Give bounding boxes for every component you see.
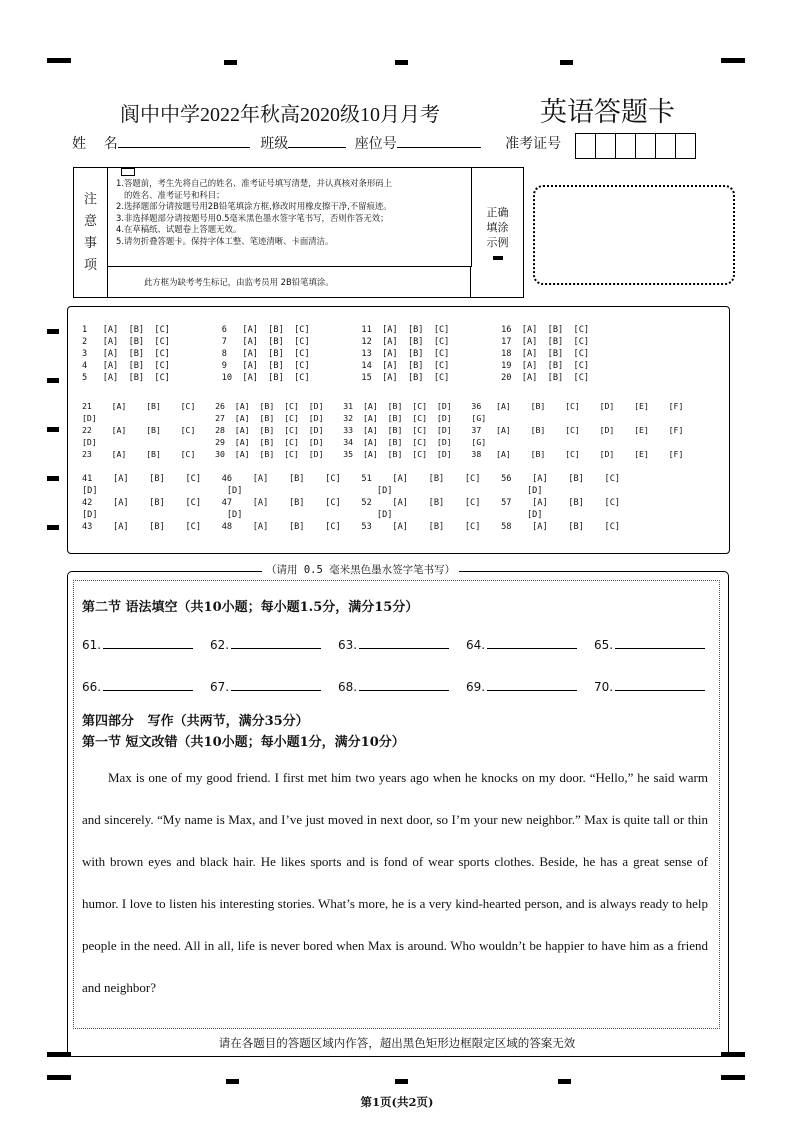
timing-mark	[721, 1075, 745, 1080]
mc-row[interactable]: 22 [A] [B] [C] 28 [A] [B] [C] [D] 33 [A] [B] [C] [D] 37 [A] [B] [C] [D] [E] [F]	[82, 425, 684, 435]
exam-id-digit-box[interactable]	[675, 133, 696, 159]
answer-sheet-title: 英语答题卡	[540, 97, 675, 128]
filled-example-mark	[493, 256, 503, 260]
timing-mark	[395, 60, 408, 65]
error-correction-passage[interactable]	[82, 757, 708, 1009]
exam-id-digit-box[interactable]	[655, 133, 676, 159]
timing-mark	[226, 1079, 239, 1084]
class-label: 班级	[260, 136, 289, 152]
timing-mark	[558, 1079, 571, 1084]
class-field[interactable]	[288, 133, 346, 148]
exam-id-digit-box[interactable]	[635, 133, 656, 159]
exam-title: 阆中中学2022年秋高2020级10月月考	[120, 104, 440, 126]
notice-box	[73, 167, 524, 298]
part4-title: 第四部分 写作（共两节，满分35分）	[82, 714, 309, 729]
answer-blank[interactable]	[487, 638, 577, 649]
fill-item-64[interactable]: 64.	[466, 638, 577, 652]
answer-blank[interactable]	[487, 680, 577, 691]
answer-blank[interactable]	[615, 680, 705, 691]
fill-item-63[interactable]: 63.	[338, 638, 449, 652]
pen-instruction: （请用 0.5 毫米黑色墨水签字笔书写）	[262, 562, 459, 577]
notice-label: 注 意 事 项	[74, 168, 108, 297]
notice-item: 2.选择题部分请按题号用2B铅笔填涂方框,修改时用橡皮擦干净,不留痕迹。	[116, 201, 392, 212]
fill-example: 正确 填涂 示例	[472, 168, 523, 297]
fill-item-62[interactable]: 62.	[210, 638, 321, 652]
notice-item: 5.请勿折叠答题卡。保持字体工整、笔迹清晰、卡面清洁。	[116, 235, 334, 246]
notice-item: 1.答题前，考生先将自己的姓名、准考证号填写清楚，并认真核对条形码上	[116, 178, 392, 188]
fill-item-61[interactable]: 61.	[82, 638, 193, 652]
timing-mark	[47, 525, 59, 530]
mc-row[interactable]: 42 [A] [B] [C] 47 [A] [B] [C] 52 [A] [B] [C] 57 [A] [B] [C]	[82, 498, 621, 508]
timing-mark	[395, 1079, 408, 1084]
fill-item-70[interactable]: 70.	[594, 680, 705, 694]
seat-field[interactable]	[397, 133, 481, 148]
timing-mark	[47, 1075, 71, 1080]
name-field[interactable]	[118, 133, 250, 148]
notice-item: 的姓名、准考证号和科目；	[116, 189, 225, 200]
mc-row[interactable]: 43 [A] [B] [C] 48 [A] [B] [C] 53 [A] [B] [C] 58 [A] [B] [C]	[82, 522, 621, 532]
answer-blank[interactable]	[359, 680, 449, 691]
exam-id-digit-box[interactable]	[575, 133, 596, 159]
mc-row[interactable]: 41 [A] [B] [C] 46 [A] [B] [C] 51 [A] [B] [C] 56 [A] [B] [C]	[82, 474, 621, 484]
barcode-sticker-area	[533, 185, 735, 285]
timing-mark	[47, 378, 59, 383]
fill-item-69[interactable]: 69.	[466, 680, 577, 694]
answer-blank[interactable]	[615, 638, 705, 649]
fill-item-67[interactable]: 67.	[210, 680, 321, 694]
exam-id-digit-box[interactable]	[595, 133, 616, 159]
mc-row[interactable]: 21 [A] [B] [C] 26 [A] [B] [C] [D] 31 [A] [B] [C] [D] 36 [A] [B] [C] [D] [E] [F]	[82, 401, 684, 411]
answer-area-warning: 请在各题目的答题区域内作答，超出黑色矩形边框限定区域的答案无效	[218, 1036, 576, 1050]
mc-row[interactable]: 2 [A] [B] [C] 7 [A] [B] [C] 12 [A] [B] [C] 17 [A] [B] [C]	[82, 337, 590, 347]
page-number: 第1页(共2页)	[360, 1095, 434, 1109]
timing-mark	[47, 329, 59, 334]
mc-row[interactable]: 5 [A] [B] [C] 10 [A] [B] [C] 15 [A] [B] [C] 20 [A] [B] [C]	[82, 373, 590, 383]
mc-row[interactable]: [D] [D] [D] [D]	[82, 486, 543, 496]
fill-item-68[interactable]: 68.	[338, 680, 449, 694]
name-label: 姓 名	[72, 136, 118, 152]
timing-mark	[721, 58, 745, 63]
timing-mark	[47, 476, 59, 481]
exam-id-label: 准考证号	[505, 136, 562, 152]
mc-row[interactable]: 4 [A] [B] [C] 9 [A] [B] [C] 14 [A] [B] [C] 19 [A] [B] [C]	[82, 361, 590, 371]
timing-mark	[47, 427, 59, 432]
student-info-row	[72, 133, 561, 153]
answer-blank[interactable]	[359, 638, 449, 649]
notice-instructions	[108, 168, 472, 267]
mc-row[interactable]: [D] [D] [D] [D]	[82, 510, 543, 520]
timing-mark	[47, 58, 71, 63]
passage-text: Max is one of my good friend. I first met him two years ago when he knocks on my door. “Hello,” he said warm and sincerely. “My name is Max, and I’ve just moved in next door, so I’m your new neighbor.” Max is quite tall or thin with brown eyes and black hair. He likes sports and is fond of wear sports clothes. Beside, he has a great sense of humor. I love to listen his interesting stories. What’s more, he is a very kind-hearted person, and is always ready to help people in the need. All in all, life is never bored when Max is around. Who wouldn’t be happier to have him as a friend and neighbor?	[82, 770, 708, 995]
seat-label: 座位号	[354, 136, 397, 152]
fill-item-66[interactable]: 66.	[82, 680, 193, 694]
absent-checkbox[interactable]	[121, 168, 135, 176]
part4-section1-title: 第一节 短文改错（共10小题；每小题1分，满分10分）	[82, 735, 405, 750]
absent-mark-note: 此方框为缺考考生标记，由监考员用 2B铅笔填涂。	[108, 267, 471, 297]
timing-mark	[224, 60, 237, 65]
mc-row[interactable]: 1 [A] [B] [C] 6 [A] [B] [C] 11 [A] [B] [C] 16 [A] [B] [C]	[82, 325, 590, 335]
fill-item-65[interactable]: 65.	[594, 638, 705, 652]
answer-blank[interactable]	[231, 638, 321, 649]
notice-item: 4.在草稿纸、试题卷上答题无效。	[116, 224, 242, 235]
exam-id-boxes[interactable]	[576, 133, 696, 159]
answer-blank[interactable]	[103, 680, 193, 691]
answer-blank[interactable]	[231, 680, 321, 691]
mc-row[interactable]: 23 [A] [B] [C] 30 [A] [B] [C] [D] 35 [A] [B] [C] [D] 38 [A] [B] [C] [D] [E] [F]	[82, 449, 684, 459]
mc-row[interactable]: [D] 27 [A] [B] [C] [D] 32 [A] [B] [C] [D] [G]	[82, 413, 487, 423]
section2-title: 第二节 语法填空（共10小题；每小题1.5分，满分15分）	[82, 600, 419, 615]
notice-item: 3.非选择题部分请按题号用0.5毫米黑色墨水签字笔书写，否则作答无效；	[116, 212, 389, 223]
answer-blank[interactable]	[103, 638, 193, 649]
timing-mark	[560, 60, 573, 65]
mc-row[interactable]: [D] 29 [A] [B] [C] [D] 34 [A] [B] [C] [D] [G]	[82, 437, 487, 447]
exam-id-digit-box[interactable]	[615, 133, 636, 159]
mc-row[interactable]: 3 [A] [B] [C] 8 [A] [B] [C] 13 [A] [B] [C] 18 [A] [B] [C]	[82, 349, 590, 359]
